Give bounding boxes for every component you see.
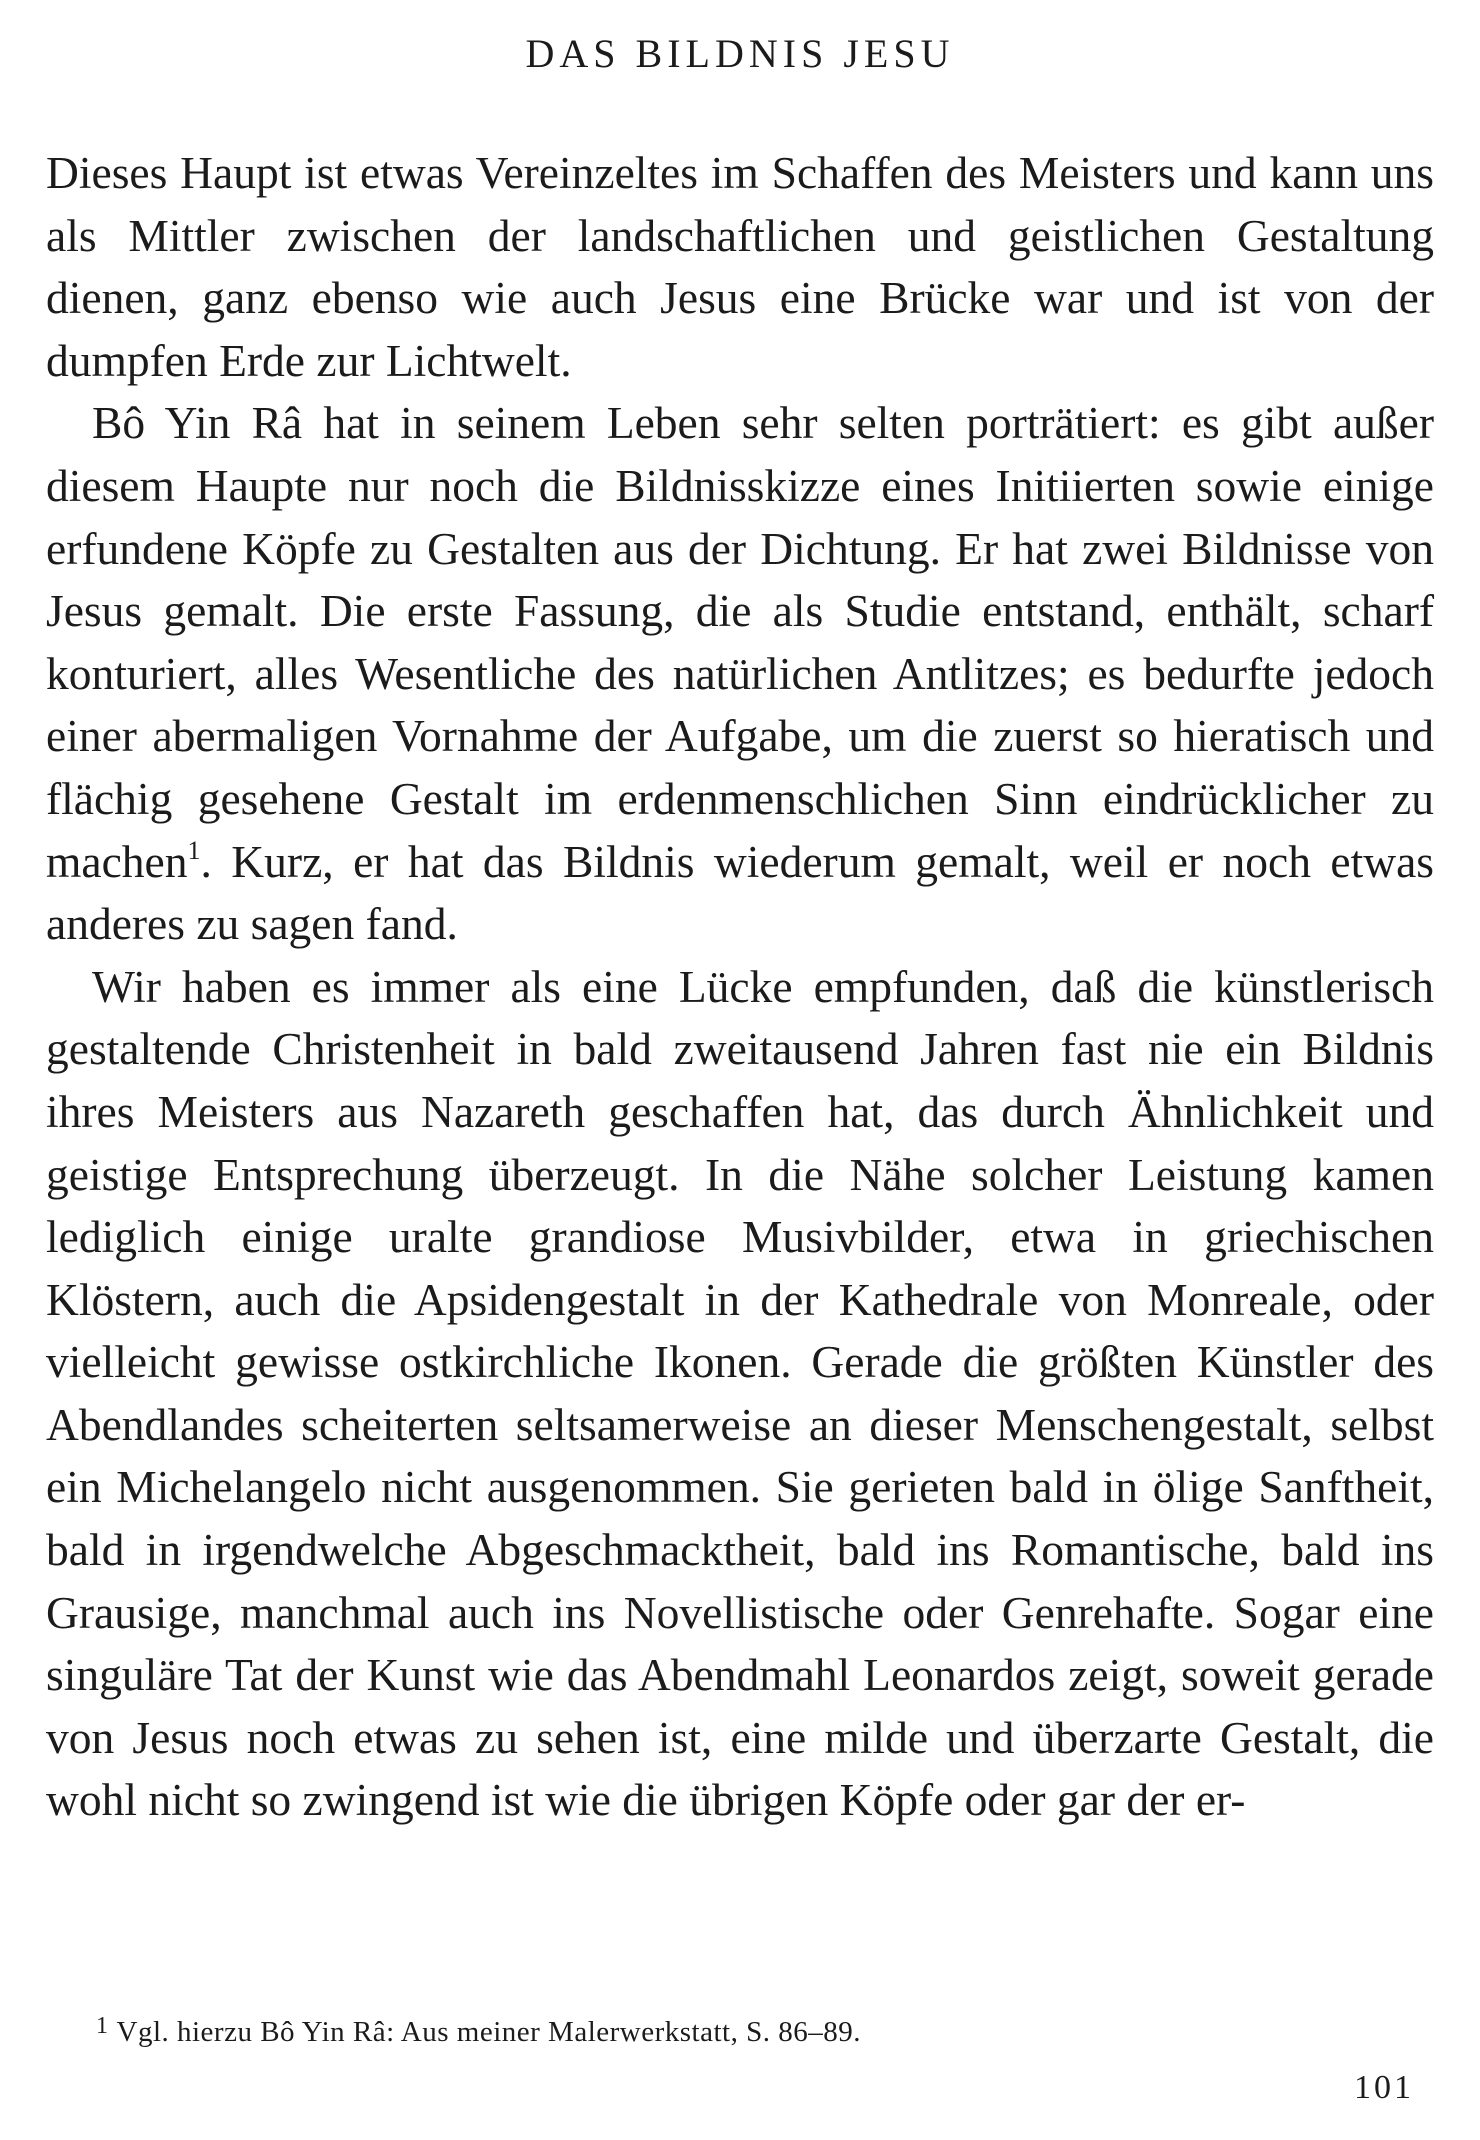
paragraph-2-text-before-note: Bô Yin Râ hat in seinem Leben sehr selten porträtiert: es gibt außer diesem Haupte nur noch die Bildnisskizze eines Initiierten sowie einige erfundene Köpfe zu Gestalten aus der Dichtung. Er hat zwei Bildnisse von Jesus gemalt. Die erste Fassung, die als Studie entstand, enthält, scharf konturiert, alles Wesentliche des natürlichen Antlitzes; es bedurfte jedoch einer abermaligen Vornahme der Aufgabe, um die zuerst so hieratisch und flächig gesehene Gestalt im erdenmenschlichen Sinn eindrücklicher zu machen: [46, 397, 1434, 887]
footnote-marker: 1: [96, 2013, 109, 2039]
paragraph-3: Wir haben es immer als eine Lücke empfunden, daß die künstlerisch gestaltende Christenheit in bald zweitausend Jahren fast nie ein Bildnis ihres Meisters aus Nazareth geschaffen hat, das durch Ähnlichkeit und geistige Entsprechung überzeugt. In die Nähe solcher Leistung kamen lediglich einige uralte grandiose Musivbilder, etwa in griechischen Klöstern, auch die Apsidengestalt in der Kathedrale von Monreale, oder vielleicht gewisse ostkirchliche Ikonen. Gerade die größten Künstler des Abendlandes scheiterten seltsamerweise an dieser Menschengestalt, selbst ein Michelangelo nicht ausgenommen. Sie gerieten bald in ölige Sanftheit, bald in irgendwelche Abgeschmacktheit, bald ins Romantische, bald ins Grausige, manchmal auch ins Novellistische oder Genrehafte. Sogar eine singuläre Tat der Kunst wie das Abendmahl Leonardos zeigt, soweit gerade von Jesus noch etwas zu sehen ist, eine milde und überzarte Gestalt, die wohl nicht so zwingend ist wie die übrigen Köpfe oder gar der er-: [46, 960, 1434, 1826]
page-number: 101: [1354, 2069, 1414, 2106]
footnote: [96, 2008, 1396, 2050]
paragraph-1: Dieses Haupt ist etwas Vereinzeltes im Schaffen des Meisters und kann uns als Mittler zwischen der landschaftlichen und geistlichen Gestaltung dienen, ganz ebenso wie auch Jesus eine Brücke war und ist von der dumpfen Erde zur Lichtwelt.: [46, 147, 1434, 386]
body-text: [46, 142, 1434, 1832]
paragraph-2: [46, 392, 1434, 955]
paragraph-2-text-after-note: . Kurz, er hat das Bildnis wiederum gemalt, weil er noch etwas anderes zu sagen fand.: [46, 835, 1434, 950]
footnote-reference: 1: [187, 835, 201, 865]
footnote-text: Vgl. hierzu Bô Yin Râ: Aus meiner Malerwerkstatt, S. 86–89.: [116, 2016, 861, 2048]
running-title: DAS BILDNIS JESU: [525, 31, 955, 76]
